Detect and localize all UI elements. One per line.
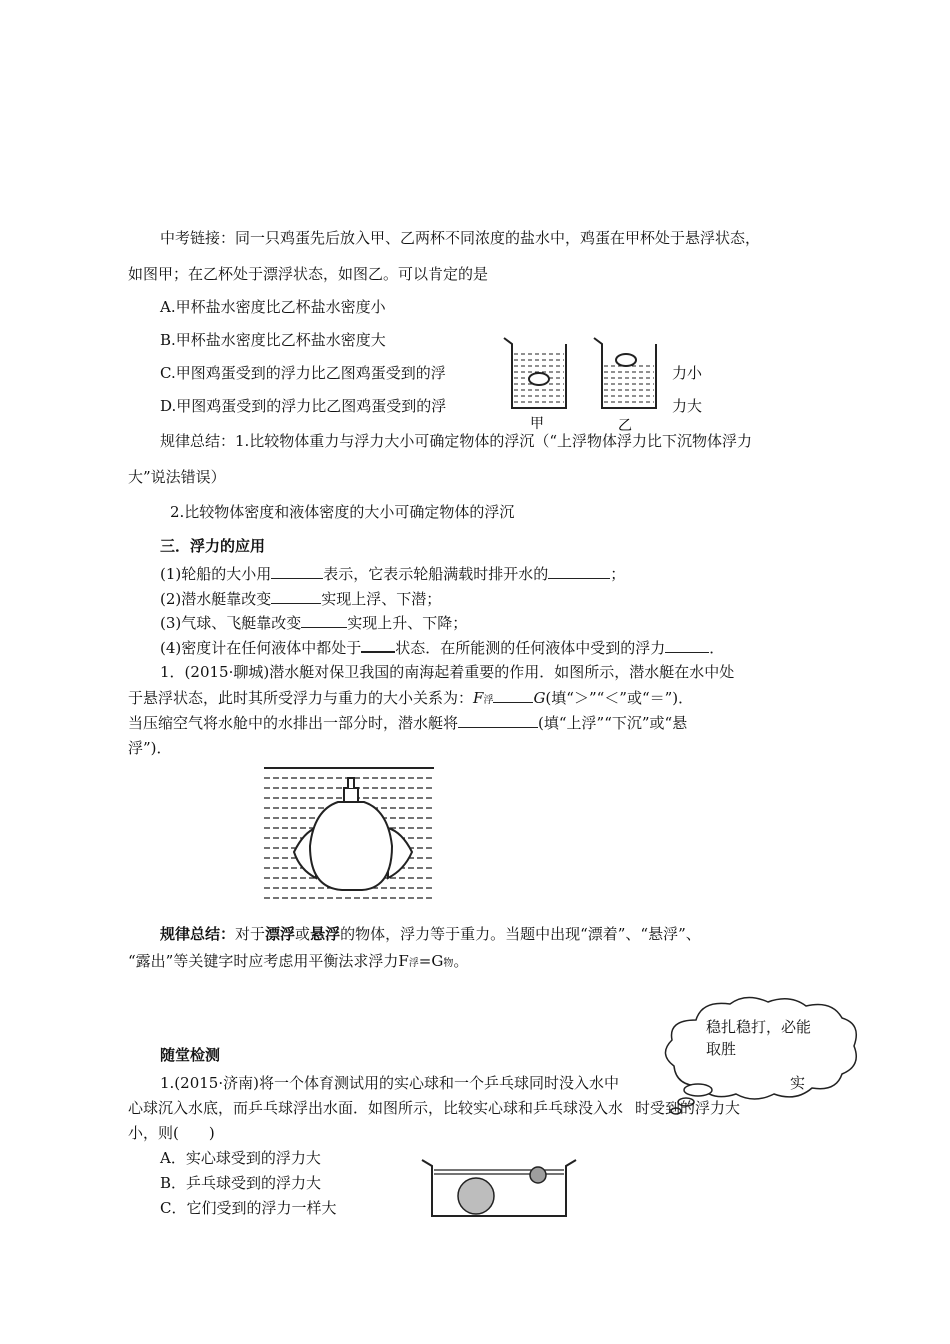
- f-symbol: F: [473, 689, 484, 707]
- problem1-line-2b: (填“＞”“＜”或“＝”)．: [545, 689, 694, 707]
- rule2-t2: 或: [295, 925, 311, 943]
- option-d: D.甲图鸡蛋受到的浮力比乙图鸡蛋受到的浮: [160, 397, 447, 415]
- q4-text-b: 状态．在所能测的任何液体中受到的浮力: [395, 639, 666, 657]
- q2-text-b: 实现上浮、下潜；: [321, 590, 442, 608]
- rule2-label: 规律总结：: [160, 925, 236, 943]
- submarine-body: [294, 778, 412, 890]
- rule2-line-2a: “露出”等关键字时应考虑用平衡法求浮力: [128, 952, 399, 970]
- q3-blank[interactable]: [301, 613, 347, 628]
- q3-text-a: (3)气球、飞艇靠改变: [160, 614, 302, 632]
- rule2-eq: =G: [418, 952, 444, 970]
- q1-text-b: 表示，它表示轮船满载时排开水的: [323, 565, 549, 583]
- quiz-heading: 随堂检测: [160, 1046, 221, 1064]
- quiz-line-1-tail: 实: [790, 1074, 806, 1092]
- rule2-t1: 对于: [235, 925, 266, 943]
- rule2-k2: 悬浮: [310, 925, 341, 943]
- quiz-line-2a: 心球沉入水底，而乒乓球浮出水面．如图所示，比较实心球和乒乓球没入水: [128, 1099, 624, 1117]
- beaker-jia: [504, 338, 566, 408]
- f-sub: 浮: [483, 695, 494, 706]
- quiz-option-c: C．它们受到的浮力一样大: [160, 1199, 337, 1217]
- q4-text-c: ．: [709, 639, 725, 657]
- beaker-yi: [594, 338, 656, 408]
- rule1-line-1: 规律总结：1.比较物体重力与浮力大小可确定物体的浮沉（“上浮物体浮力比下沉物体浮力: [160, 432, 752, 450]
- problem1-line-1: 1．(2015·聊城)潜水艇对保卫我国的南海起着重要的作用．如图所示，潜水艇在水中处: [160, 663, 735, 681]
- rule2-f-sub: 浮: [408, 958, 419, 969]
- quiz-line-2b: 时受到的浮力大: [635, 1099, 741, 1117]
- quiz-line-1: 1.(2015·济南)将一个体育测试用的实心球和一个乒乓球同时没入水中: [160, 1074, 619, 1092]
- rule2-line-1: [160, 924, 701, 944]
- option-c-tail: 力小: [672, 364, 703, 382]
- problem1-line-2a: 于悬浮状态，此时其所受浮力与重力的大小关系为：: [128, 689, 474, 707]
- q2-blank[interactable]: [271, 589, 321, 604]
- rule2-g-sub: 物: [443, 958, 454, 969]
- quiz-line-3: 小，则( ): [128, 1124, 215, 1142]
- problem1-line-4: 浮”)．: [128, 739, 172, 757]
- q4-blank-2[interactable]: [665, 638, 709, 653]
- section3-heading: 三．浮力的应用: [160, 537, 266, 555]
- option-a: A.甲杯盐水密度比乙杯盐水密度小: [160, 298, 386, 316]
- intro-line-1: 中考链接：同一只鸡蛋先后放入甲、乙两杯不同浓度的盐水中，鸡蛋在甲杯处于悬浮状态，: [160, 229, 761, 247]
- q1-blank-2[interactable]: [548, 564, 610, 579]
- option-c: C.甲图鸡蛋受到的浮力比乙图鸡蛋受到的浮: [160, 364, 446, 382]
- q2-text-a: (2)潜水艇靠改变: [160, 590, 272, 608]
- quiz-option-b: B．乒乓球受到的浮力大: [160, 1174, 322, 1192]
- problem1-blank-1[interactable]: [493, 688, 533, 703]
- rule2-line-2: [128, 951, 468, 974]
- quiz-option-a: A．实心球受到的浮力大: [160, 1149, 321, 1167]
- rule2-t3: 的物体，浮力等于重力。当题中出现“漂着”、“悬浮”、: [340, 925, 701, 943]
- beakers-figure: [500, 336, 670, 432]
- solid-ball: [458, 1178, 494, 1214]
- section3-q3: [160, 613, 467, 633]
- problem1-blank-2[interactable]: [458, 713, 538, 728]
- rule1-line-2: 大”说法错误）: [128, 468, 226, 486]
- q4-blank-1[interactable]: [361, 637, 395, 653]
- q1-blank-1[interactable]: [271, 564, 323, 579]
- rule2-end: 。: [453, 952, 469, 970]
- option-d-tail: 力大: [672, 397, 703, 415]
- rule1-line-3: 2.比较物体密度和液体密度的大小可确定物体的浮沉: [170, 503, 515, 521]
- problem1-line-2: [128, 688, 693, 711]
- ping-pong-ball: [530, 1167, 546, 1183]
- q3-text-b: 实现上升、下降；: [347, 614, 468, 632]
- section3-q2: [160, 589, 441, 609]
- problem1-line-3b: (填“上浮”“下沉”或“悬: [538, 714, 688, 732]
- q4-text-a: (4)密度计在任何液体中都处于: [160, 639, 362, 657]
- quiz-line-2: [128, 1098, 740, 1118]
- q1-text-a: (1)轮船的大小用: [160, 565, 272, 583]
- section3-q1: [160, 564, 625, 584]
- rule2-k1: 漂浮: [265, 925, 296, 943]
- rule2-f: F: [398, 952, 409, 970]
- beaker-yi-label: 乙: [618, 418, 632, 434]
- tank-figure: [420, 1158, 580, 1220]
- q1-text-c: ；: [610, 565, 626, 583]
- option-b: B.甲杯盐水密度比乙杯盐水密度大: [160, 331, 386, 349]
- submarine-figure: [264, 766, 436, 900]
- cloud-text: 稳扎稳打，必能取胜: [706, 1018, 812, 1058]
- beaker-jia-label: 甲: [530, 416, 544, 432]
- intro-line-2: 如图甲；在乙杯处于漂浮状态，如图乙。可以肯定的是: [128, 265, 489, 283]
- section3-q4: [160, 637, 724, 658]
- problem1-line-3a: 当压缩空气将水舱中的水排出一部分时，潜水艇将: [128, 714, 459, 732]
- problem1-line-3: [128, 713, 687, 733]
- g-symbol: G: [533, 689, 546, 707]
